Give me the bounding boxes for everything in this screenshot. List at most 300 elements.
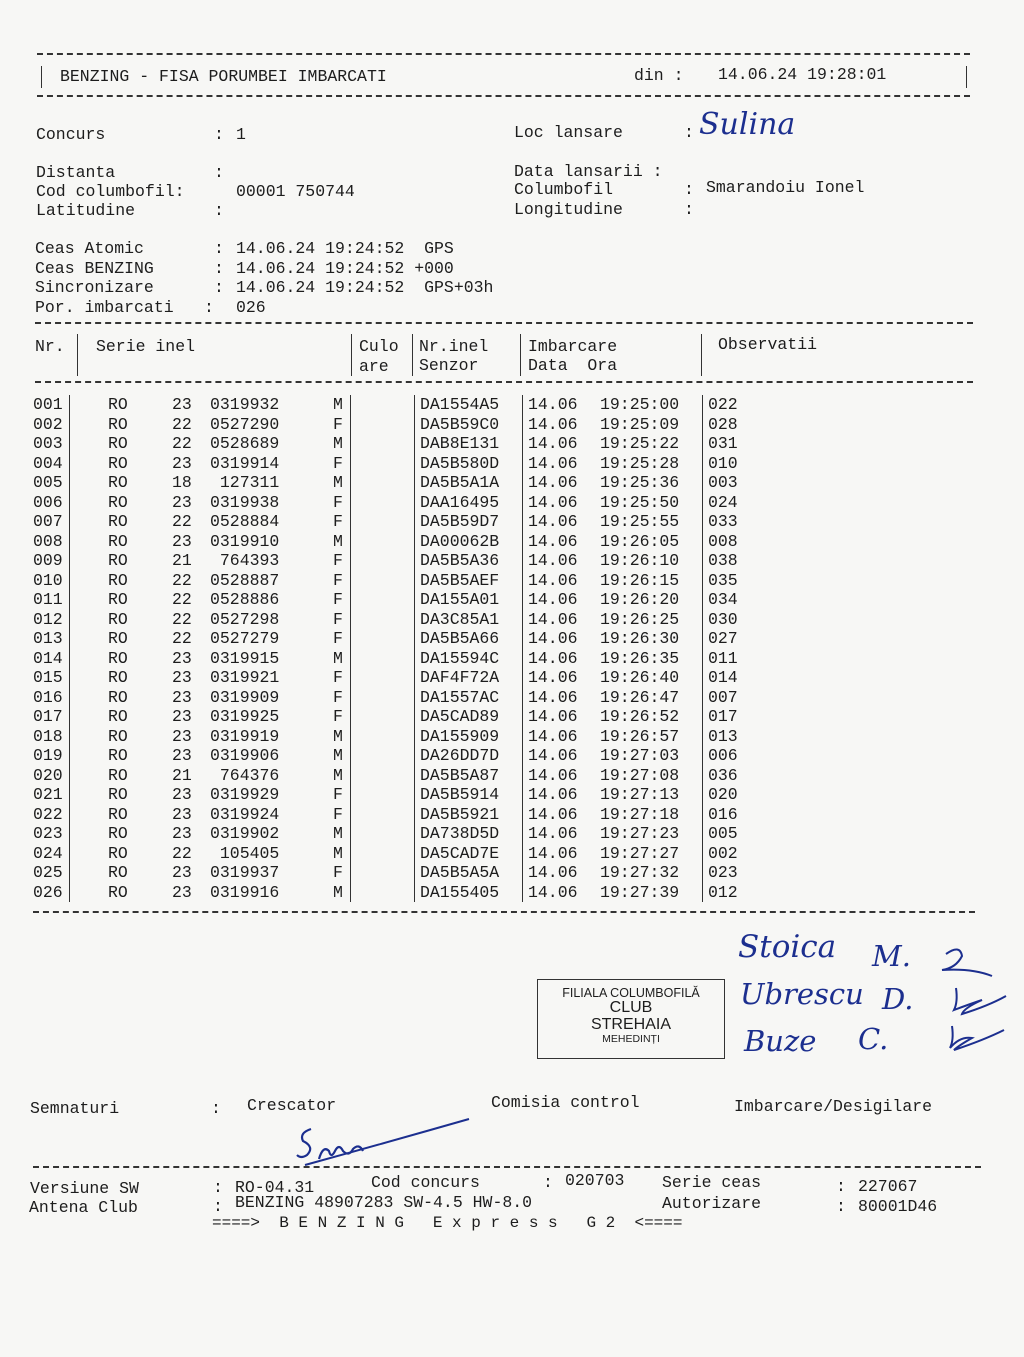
table-bottom-rule (33, 911, 975, 913)
table-row (0, 707, 1024, 727)
concurs-sep: : (214, 125, 224, 144)
ceas-benzing-value: 14.06.24 19:24:52 +000 (236, 259, 454, 278)
col-header-observatii: Observatii (718, 335, 818, 354)
row-divider (69, 766, 70, 786)
row-ring-number: 0319902 (210, 824, 280, 843)
row-sex: F (333, 551, 343, 570)
row-country: RO (108, 512, 128, 531)
sincronizare-label: Sincronizare (35, 278, 154, 297)
table-row (0, 863, 1024, 883)
row-divider (414, 551, 415, 571)
longitudine-sep: : (684, 200, 694, 219)
row-divider (522, 766, 523, 786)
row-nr: 012 (33, 609, 63, 629)
row-nr: 008 (33, 531, 63, 551)
row-divider (69, 688, 70, 708)
row-year: 23 (172, 531, 192, 551)
versiune-sw-label: Versiune SW (30, 1179, 139, 1198)
row-ring-number: 0319924 (210, 804, 280, 824)
row-ring-number: 0319910 (210, 531, 280, 551)
row-country: RO (108, 551, 128, 570)
row-country: RO (108, 726, 128, 746)
row-divider (702, 805, 703, 825)
row-divider (414, 415, 415, 435)
columbofil-label: Columbofil (514, 180, 614, 199)
row-divider (522, 727, 523, 747)
row-nr: 026 (33, 882, 63, 902)
row-date: 14.06 (528, 863, 578, 882)
col-header-imbarcare-1: Imbarcare (528, 337, 618, 356)
table-header-bottom-rule (35, 381, 973, 383)
row-divider (69, 493, 70, 513)
row-divider (702, 688, 703, 708)
table-header-top-rule (35, 322, 973, 324)
row-sex: M (333, 882, 343, 902)
row-divider (69, 883, 70, 903)
row-date: 14.06 (528, 746, 578, 765)
table-row (0, 746, 1024, 766)
row-sensor-id: DAA16495 (420, 492, 500, 512)
row-sensor-id: DA5B5A36 (420, 551, 500, 570)
cod-concurs-label: Cod concurs (371, 1173, 480, 1192)
row-sex: M (333, 434, 343, 453)
row-ring-number: 0527298 (210, 609, 280, 629)
row-divider (69, 863, 70, 883)
row-year: 23 (172, 726, 192, 746)
row-date: 14.06 (528, 726, 578, 746)
row-time: 19:25:28 (600, 453, 680, 473)
row-divider (522, 863, 523, 883)
row-sex: M (333, 473, 343, 492)
commission-initial-2: D. (882, 982, 914, 1016)
autorizare-sep: : (836, 1197, 846, 1216)
row-observatii: 003 (708, 473, 738, 492)
table-row (0, 629, 1024, 649)
concurs-value: 1 (236, 125, 246, 144)
row-divider (69, 532, 70, 552)
row-divider (414, 395, 415, 415)
row-divider (522, 668, 523, 688)
row-divider (702, 454, 703, 474)
brand-line: ====> B E N Z I N G E x p r e s s G 2 <==== (212, 1214, 683, 1232)
row-sex: M (333, 726, 343, 746)
row-time: 19:26:10 (600, 551, 680, 570)
row-time: 19:26:30 (600, 629, 680, 648)
row-divider (414, 668, 415, 688)
row-divider (350, 590, 351, 610)
row-year: 22 (172, 414, 192, 434)
row-sensor-id: DA5B5914 (420, 785, 500, 804)
row-observatii: 011 (708, 648, 738, 668)
row-time: 19:27:27 (600, 843, 680, 863)
row-nr: 002 (33, 414, 63, 434)
row-nr: 024 (33, 843, 63, 863)
row-ring-number: 0319921 (210, 668, 280, 687)
row-divider (350, 610, 351, 630)
ceas-atomic-value: 14.06.24 19:24:52 GPS (236, 239, 454, 258)
row-ring-number: 0319932 (210, 395, 280, 414)
antena-club-label: Antena Club (29, 1198, 138, 1217)
ceas-atomic-label: Ceas Atomic (35, 239, 144, 258)
row-divider (522, 395, 523, 415)
table-row (0, 883, 1024, 903)
row-year: 21 (172, 765, 192, 785)
table-row (0, 649, 1024, 669)
row-sensor-id: DA1557AC (420, 687, 500, 707)
row-divider (702, 629, 703, 649)
row-divider (414, 571, 415, 591)
row-sex: F (333, 668, 343, 687)
row-sensor-id: DA738D5D (420, 824, 500, 843)
row-observatii: 012 (708, 882, 738, 902)
row-nr: 009 (33, 551, 63, 570)
row-observatii: 024 (708, 492, 738, 512)
row-year: 23 (172, 492, 192, 512)
row-sex: M (333, 746, 343, 765)
row-divider (69, 824, 70, 844)
row-sensor-id: DA5B5A87 (420, 765, 500, 785)
col-header-culoare-1: Culo (359, 337, 399, 356)
stamp-line-2: CLUB (609, 999, 653, 1017)
row-time: 19:26:52 (600, 707, 680, 726)
row-country: RO (108, 531, 128, 551)
row-ring-number: 0528689 (210, 434, 280, 453)
row-observatii: 033 (708, 512, 738, 531)
row-divider (69, 590, 70, 610)
ceas-benzing-sep: : (214, 259, 224, 278)
row-sensor-id: DA15594C (420, 648, 500, 668)
row-divider (69, 707, 70, 727)
row-country: RO (108, 707, 128, 726)
row-divider (69, 473, 70, 493)
table-row (0, 532, 1024, 552)
porumbei-imbarcati-sep: : (204, 298, 214, 317)
row-divider (414, 454, 415, 474)
row-time: 19:25:50 (600, 492, 680, 512)
row-ring-number: 0528884 (210, 512, 280, 531)
row-country: RO (108, 570, 128, 590)
row-divider (69, 571, 70, 591)
row-divider (702, 883, 703, 903)
row-divider (522, 805, 523, 825)
row-divider (702, 863, 703, 883)
row-observatii: 035 (708, 570, 738, 590)
row-divider (522, 532, 523, 552)
row-divider (69, 434, 70, 454)
row-divider (702, 746, 703, 766)
col-divider (77, 334, 78, 376)
header-date: 14.06.24 19:28:01 (718, 65, 887, 84)
row-sensor-id: DA5B5A66 (420, 629, 500, 648)
row-divider (522, 688, 523, 708)
row-year: 23 (172, 395, 192, 414)
row-nr: 021 (33, 785, 63, 804)
row-observatii: 034 (708, 590, 738, 609)
row-divider (522, 493, 523, 513)
row-date: 14.06 (528, 804, 578, 824)
row-date: 14.06 (528, 453, 578, 473)
row-time: 19:26:15 (600, 570, 680, 590)
row-country: RO (108, 453, 128, 473)
row-date: 14.06 (528, 785, 578, 804)
row-divider (522, 571, 523, 591)
row-divider (414, 707, 415, 727)
row-divider (522, 434, 523, 454)
semnaturi-label: Semnaturi (30, 1099, 120, 1118)
table-row (0, 688, 1024, 708)
row-ring-number: 764393 (210, 551, 280, 570)
table-row (0, 493, 1024, 513)
row-divider (414, 649, 415, 669)
row-divider (702, 844, 703, 864)
latitudine-sep: : (214, 201, 224, 220)
row-divider (522, 707, 523, 727)
row-sensor-id: DA155405 (420, 882, 500, 902)
row-divider (414, 746, 415, 766)
row-divider (522, 551, 523, 571)
row-date: 14.06 (528, 707, 578, 726)
row-divider (350, 629, 351, 649)
row-date: 14.06 (528, 629, 578, 648)
serie-ceas-sep: : (836, 1177, 846, 1196)
row-divider (702, 590, 703, 610)
stamp-line-4: MEHEDINȚI (602, 1032, 660, 1045)
club-stamp (537, 979, 725, 1059)
row-sex: F (333, 570, 343, 590)
row-divider (414, 727, 415, 747)
header-din-label: din : (634, 66, 684, 85)
stamp-line-1: FILIALA COLUMBOFILĂ (562, 986, 700, 1000)
row-divider (702, 610, 703, 630)
row-observatii: 022 (708, 395, 738, 414)
table-row (0, 785, 1024, 805)
row-year: 22 (172, 434, 192, 453)
row-ring-number: 105405 (210, 843, 280, 863)
porumbei-imbarcati-value: 026 (236, 298, 266, 317)
row-time: 19:25:00 (600, 395, 680, 414)
row-year: 23 (172, 824, 192, 843)
row-divider (69, 746, 70, 766)
table-row (0, 590, 1024, 610)
header-left-bar (41, 66, 42, 88)
header-bottom-rule (37, 95, 970, 97)
row-divider (702, 649, 703, 669)
row-sex: M (333, 395, 343, 414)
row-divider (350, 415, 351, 435)
row-date: 14.06 (528, 570, 578, 590)
row-divider (69, 512, 70, 532)
row-year: 23 (172, 648, 192, 668)
row-country: RO (108, 648, 128, 668)
row-time: 19:25:22 (600, 434, 680, 453)
row-nr: 019 (33, 746, 63, 765)
row-country: RO (108, 824, 128, 843)
row-nr: 003 (33, 434, 63, 453)
row-nr: 001 (33, 395, 63, 414)
row-observatii: 036 (708, 765, 738, 785)
row-nr: 023 (33, 824, 63, 843)
row-time: 19:26:57 (600, 726, 680, 746)
commission-signature-scribbles (916, 936, 1024, 1066)
col-divider (701, 334, 702, 376)
row-divider (522, 454, 523, 474)
row-year: 23 (172, 453, 192, 473)
row-divider (522, 785, 523, 805)
row-observatii: 010 (708, 453, 738, 473)
row-observatii: 027 (708, 629, 738, 648)
row-nr: 006 (33, 492, 63, 512)
row-divider (702, 551, 703, 571)
row-date: 14.06 (528, 473, 578, 492)
header-right-bar (966, 66, 967, 88)
row-year: 22 (172, 570, 192, 590)
autorizare-label: Autorizare (662, 1194, 762, 1213)
row-year: 23 (172, 785, 192, 804)
row-sensor-id: DA5CAD89 (420, 707, 500, 726)
row-divider (522, 649, 523, 669)
row-ring-number: 0319909 (210, 687, 280, 707)
row-date: 14.06 (528, 824, 578, 843)
row-divider (350, 766, 351, 786)
ceas-benzing-label: Ceas BENZING (35, 259, 154, 278)
row-ring-number: 0319906 (210, 746, 280, 765)
row-ring-number: 764376 (210, 765, 280, 785)
row-observatii: 002 (708, 843, 738, 863)
row-divider (702, 766, 703, 786)
row-country: RO (108, 687, 128, 707)
row-divider (702, 785, 703, 805)
row-ring-number: 0319925 (210, 707, 280, 726)
row-time: 19:27:23 (600, 824, 680, 843)
table-row (0, 610, 1024, 630)
row-observatii: 013 (708, 726, 738, 746)
row-divider (350, 688, 351, 708)
row-sex: F (333, 492, 343, 512)
row-sensor-id: DA00062B (420, 531, 500, 551)
row-date: 14.06 (528, 648, 578, 668)
row-divider (414, 824, 415, 844)
row-divider (702, 571, 703, 591)
row-sensor-id: DAB8E131 (420, 434, 500, 453)
row-sensor-id: DA1554A5 (420, 395, 500, 414)
sincronizare-value: 14.06.24 19:24:52 GPS+03h (236, 278, 494, 297)
ceas-atomic-sep: : (214, 239, 224, 258)
row-country: RO (108, 492, 128, 512)
row-divider (69, 844, 70, 864)
table-row (0, 805, 1024, 825)
longitudine-label: Longitudine (514, 200, 623, 219)
row-observatii: 017 (708, 707, 738, 726)
row-nr: 025 (33, 863, 63, 882)
row-country: RO (108, 882, 128, 902)
row-divider (522, 746, 523, 766)
crescator-label: Crescator (247, 1096, 337, 1115)
row-time: 19:25:55 (600, 512, 680, 531)
concurs-label: Concurs (36, 125, 106, 144)
row-observatii: 031 (708, 434, 738, 453)
col-divider (351, 334, 352, 376)
table-row (0, 415, 1024, 435)
row-date: 14.06 (528, 531, 578, 551)
row-country: RO (108, 395, 128, 414)
row-country: RO (108, 765, 128, 785)
row-nr: 010 (33, 570, 63, 590)
commission-name-3: Buze (744, 1024, 817, 1058)
row-ring-number: 0528887 (210, 570, 280, 590)
row-time: 19:26:40 (600, 668, 680, 687)
row-sensor-id: DA5B5A1A (420, 473, 500, 492)
row-divider (522, 415, 523, 435)
row-divider (350, 571, 351, 591)
row-date: 14.06 (528, 590, 578, 609)
row-ring-number: 0319916 (210, 882, 280, 902)
row-ring-number: 0319919 (210, 726, 280, 746)
col-divider (412, 334, 413, 376)
row-time: 19:26:25 (600, 609, 680, 629)
row-divider (350, 824, 351, 844)
row-observatii: 023 (708, 863, 738, 882)
col-header-nr: Nr. (35, 337, 65, 356)
row-nr: 011 (33, 590, 63, 609)
antena-club-sep: : (213, 1197, 223, 1216)
row-observatii: 016 (708, 804, 738, 824)
col-divider (520, 334, 521, 376)
row-ring-number: 0528886 (210, 590, 280, 609)
row-sex: F (333, 414, 343, 434)
row-sex: F (333, 590, 343, 609)
row-year: 22 (172, 629, 192, 648)
row-nr: 005 (33, 473, 63, 492)
row-year: 21 (172, 551, 192, 570)
row-year: 23 (172, 882, 192, 902)
row-divider (69, 727, 70, 747)
row-country: RO (108, 414, 128, 434)
row-year: 18 (172, 473, 192, 492)
row-sex: F (333, 512, 343, 531)
row-nr: 015 (33, 668, 63, 687)
row-time: 19:27:13 (600, 785, 680, 804)
row-sex: F (333, 453, 343, 473)
row-divider (414, 785, 415, 805)
table-row (0, 824, 1024, 844)
table-row (0, 668, 1024, 688)
row-divider (702, 415, 703, 435)
distanta-sep: : (214, 163, 224, 182)
table-row (0, 727, 1024, 747)
table-row (0, 434, 1024, 454)
row-ring-number: 0527290 (210, 414, 280, 434)
row-sex: M (333, 531, 343, 551)
row-time: 19:26:05 (600, 531, 680, 551)
row-time: 19:26:20 (600, 590, 680, 609)
row-year: 22 (172, 843, 192, 863)
row-divider (414, 610, 415, 630)
row-date: 14.06 (528, 609, 578, 629)
row-date: 14.06 (528, 882, 578, 902)
row-country: RO (108, 746, 128, 765)
row-divider (350, 649, 351, 669)
row-divider (702, 824, 703, 844)
row-sex: M (333, 765, 343, 785)
col-header-nr-inel-2: Senzor (419, 356, 479, 375)
row-date: 14.06 (528, 551, 578, 570)
row-observatii: 006 (708, 746, 738, 765)
col-header-culoare-2: are (359, 357, 389, 376)
row-divider (414, 883, 415, 903)
row-sex: F (333, 609, 343, 629)
row-nr: 013 (33, 629, 63, 648)
row-observatii: 005 (708, 824, 738, 843)
